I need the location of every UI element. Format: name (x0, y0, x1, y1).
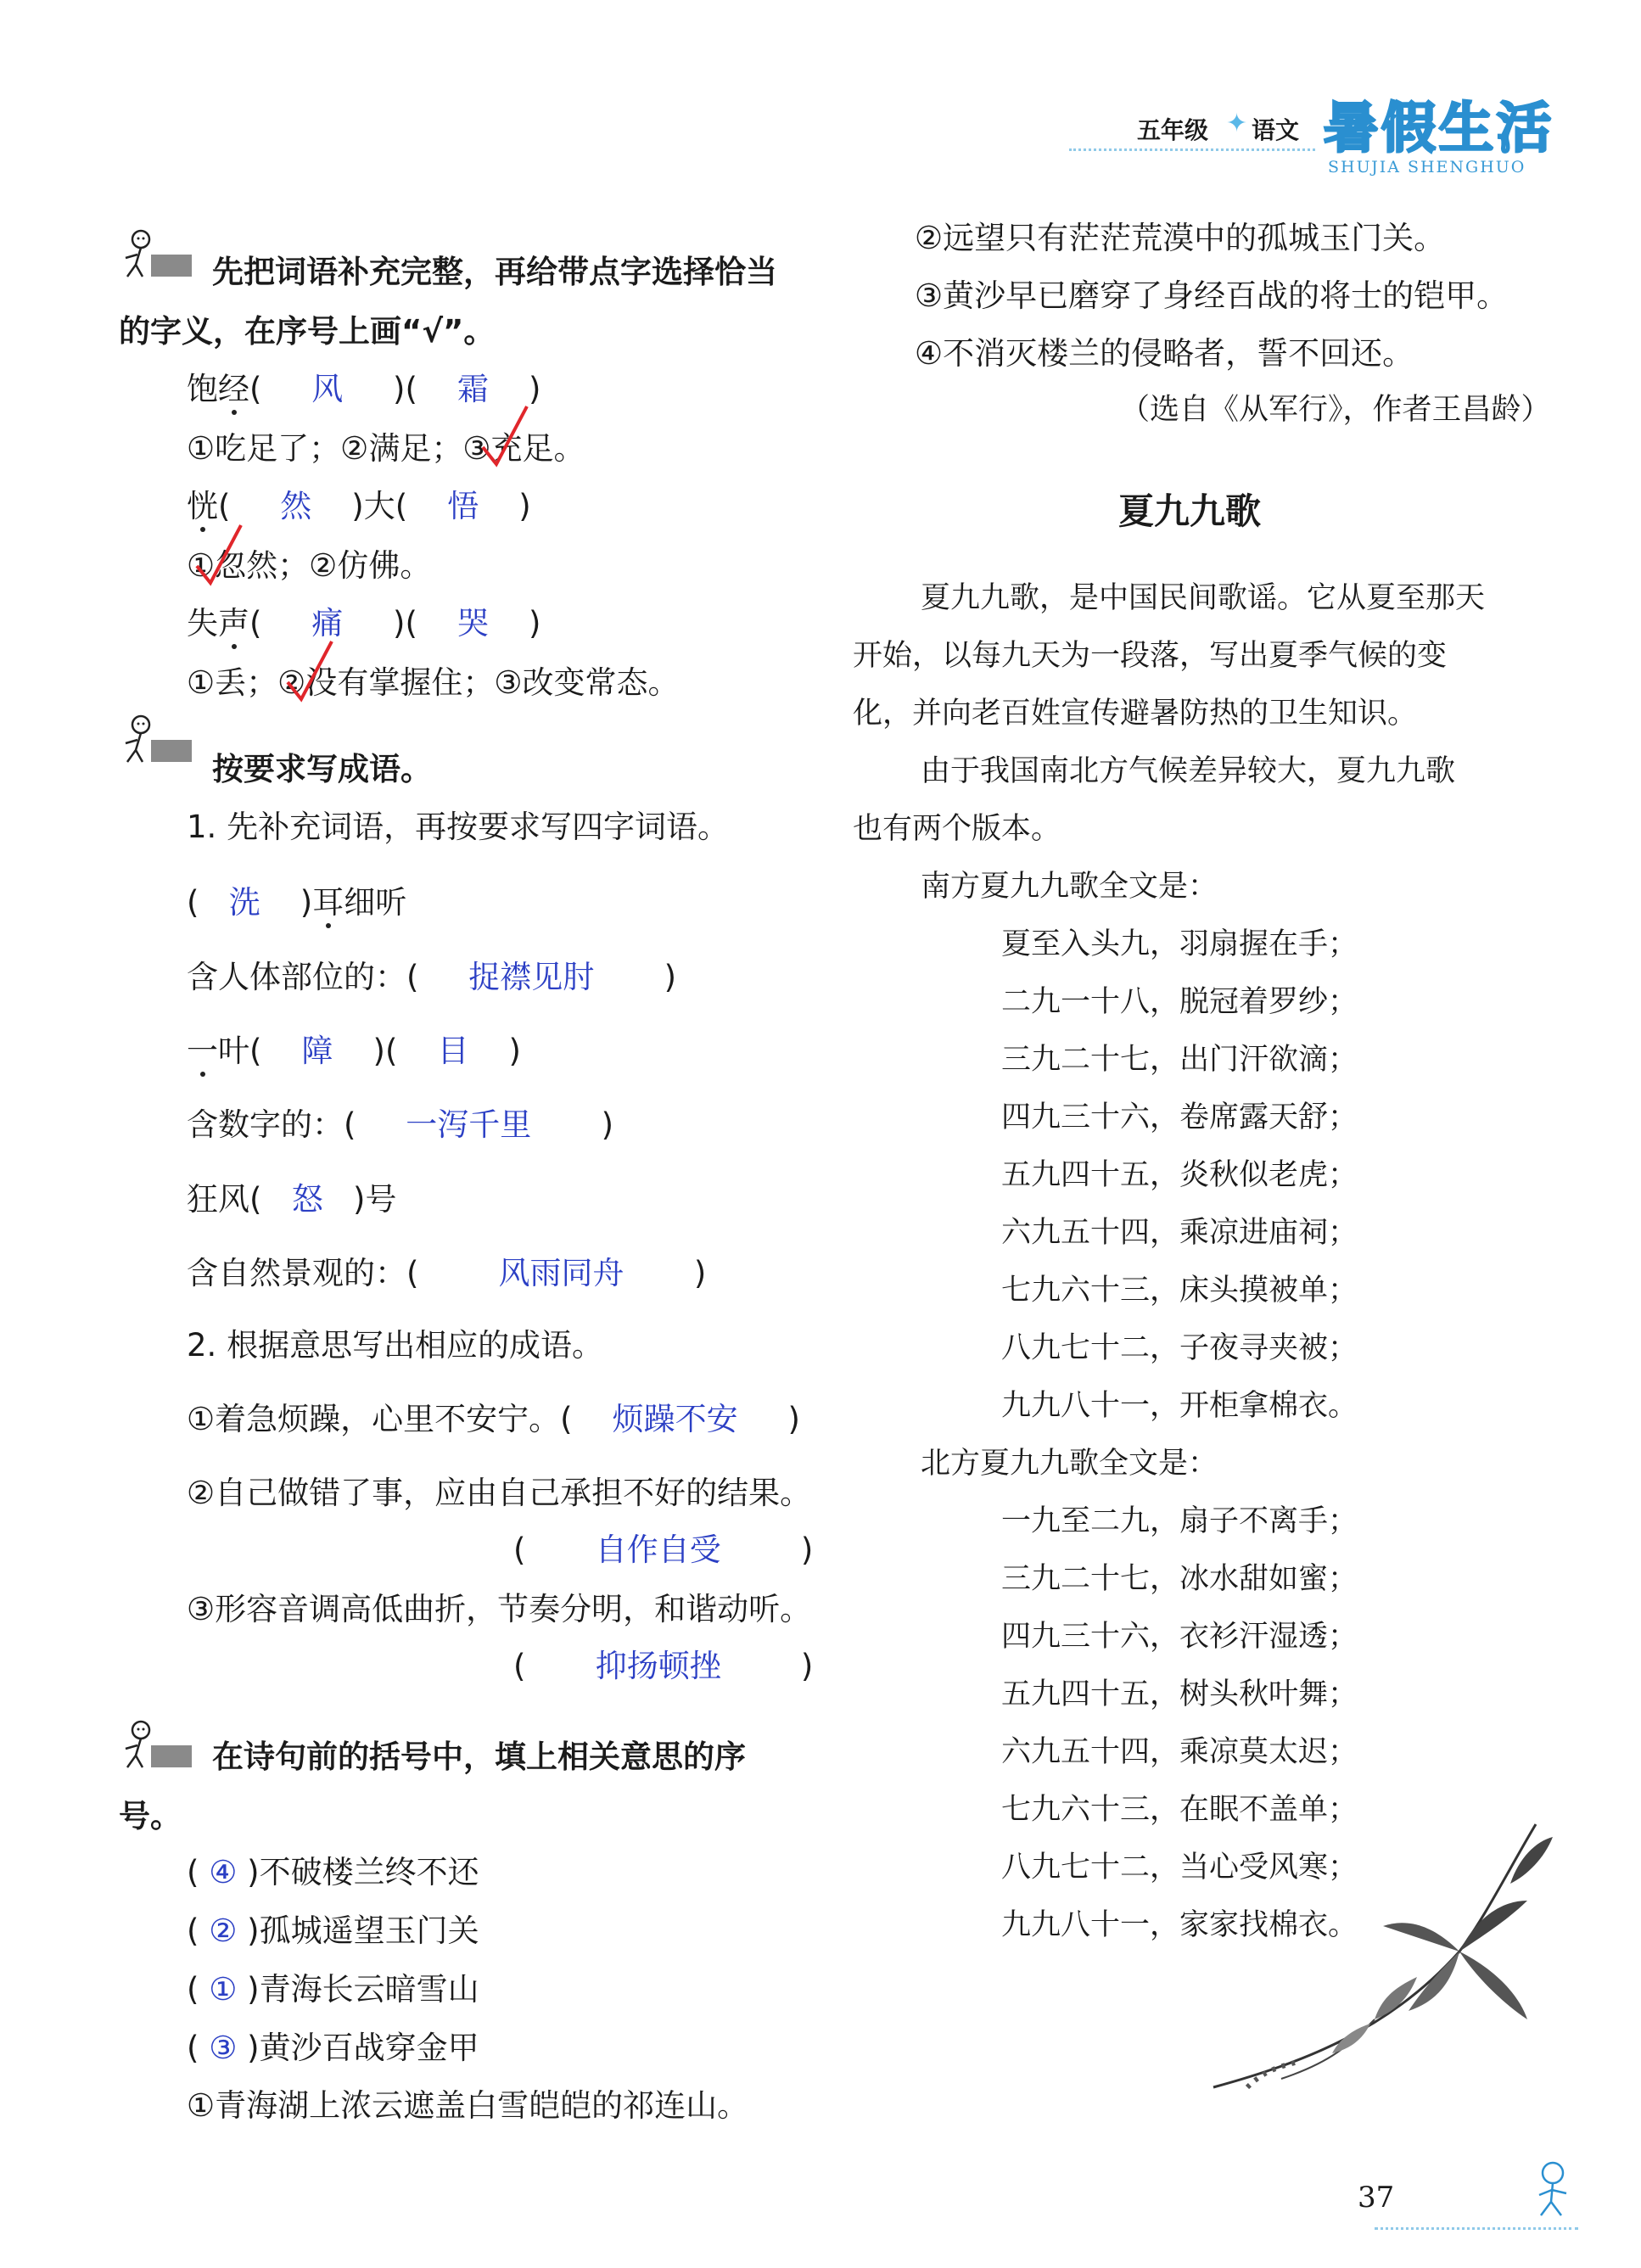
idiom-req-2: 含数字的：( 一泻千里 ) (187, 1106, 614, 1143)
meaning-answer-2: ( 自作自受 ) (513, 1532, 814, 1568)
requirement-label: 含自然景观的：( (187, 1255, 419, 1291)
dotted-char: 经 (218, 371, 249, 407)
poem-line-3: ( ① )青海长云暗雪山 (187, 1971, 479, 2008)
answer-blank[interactable]: 怒 (291, 1181, 323, 1218)
south-verse: 三九二十七，出门汗欲滴； (1001, 1043, 1358, 1077)
dotted-char: 耳 (312, 884, 344, 921)
section2-question2: 2. 根据意思写出相应的成语。 (187, 1327, 604, 1364)
word-text: 细听 (344, 884, 407, 921)
north-verse: 五九四十五，树头秋叶舞； (1001, 1677, 1358, 1711)
word-text: 狂风( (187, 1181, 262, 1218)
check-mark-icon (193, 522, 244, 590)
logo-pinyin: SHUJIA SHENGHUO (1328, 158, 1526, 176)
north-verse: 一九至二九，扇子不离手； (1001, 1504, 1358, 1538)
word-char: 失 (187, 605, 218, 641)
answer-blank[interactable]: 霜 (456, 371, 489, 407)
paragraph-line: 开始，以每九天为一段落，写出夏季气候的变 (853, 639, 1448, 673)
answer-blank[interactable]: 哭 (456, 605, 489, 641)
south-label: 南方夏九九歌全文是： (921, 870, 1218, 904)
south-verse: 九九八十一，开柜拿棉衣。 (1001, 1389, 1358, 1423)
word-item-3: 失声( 痛 )( 哭 ) (187, 605, 541, 641)
pencil-boy-icon (119, 227, 195, 280)
meaning-line-2: ②远望只有茫茫荒漠中的孤城玉门关。 (915, 220, 1446, 256)
answer-blank[interactable]: 目 (437, 1033, 469, 1069)
poem-text: )黄沙百战穿金甲 (247, 2030, 479, 2066)
choice-list-1: ①吃足了；②满足；③充足。 (187, 430, 585, 467)
section1-instruction-line2: 的字义，在序号上画“√”。 (119, 313, 496, 350)
poem-source: （选自《从军行》，作者王昌龄） (1120, 393, 1551, 427)
lily-flower-icon (1179, 1807, 1570, 2130)
answer-blank[interactable]: ② (209, 1912, 238, 1949)
meaning-line-4: ④不消灭楼兰的侵略者，誓不回还。 (915, 335, 1414, 372)
paragraph-line: 也有两个版本。 (853, 812, 1061, 846)
dotted-char: 一 (187, 1033, 218, 1069)
meaning-answer-3: ( 抑扬顿挫 ) (513, 1648, 814, 1684)
word-text: 叶( (218, 1033, 262, 1069)
choice-list-3: ①丢；②没有掌握住；③改变常态。 (187, 664, 680, 701)
article-title: 夏九九歌 (1118, 490, 1262, 532)
requirement-label: 含数字的：( (187, 1106, 356, 1143)
subject-label: 语文 (1252, 116, 1300, 144)
answer-blank[interactable]: 洗 (228, 884, 260, 921)
poem-text: )青海长云暗雪山 (247, 1971, 479, 2008)
choice-list-2: ①忽然；②仿佛。 (187, 547, 432, 584)
logo-title: 暑假生活 (1324, 98, 1554, 160)
meaning-item-2: ②自己做错了事，应由自己承担不好的结果。 (187, 1475, 812, 1511)
word-char: 饱 (187, 371, 218, 407)
meaning-line-3: ③黄沙早已磨穿了身经百战的将士的铠甲。 (915, 277, 1509, 314)
poem-line-2: ( ② )孤城遥望玉门关 (187, 1912, 479, 1949)
answer-blank[interactable]: ③ (209, 2030, 238, 2066)
north-verse: 八九七十二，当心受风寒； (1001, 1851, 1358, 1884)
check-mark-icon (479, 403, 530, 471)
section3-instruction-line2: 号。 (119, 1798, 182, 1834)
poem-text: )孤城遥望玉门关 (247, 1912, 479, 1949)
answer-blank[interactable]: 一泻千里 (406, 1106, 532, 1143)
answer-blank[interactable]: 痛 (311, 605, 344, 641)
idiom-req-3: 含自然景观的：( 风雨同舟 ) (187, 1255, 707, 1291)
answer-blank[interactable]: 抑扬顿挫 (595, 1648, 721, 1684)
north-verse: 九九八十一，家家找棉衣。 (1001, 1908, 1358, 1942)
answer-blank[interactable]: 障 (301, 1033, 333, 1069)
answer-blank[interactable]: 风雨同舟 (498, 1255, 624, 1291)
meaning-line-1: ①青海湖上浓云遮盖白雪皑皑的祁连山。 (187, 2087, 749, 2124)
section3-instruction-line1: 在诗句前的括号中，填上相关意思的序 (212, 1739, 746, 1775)
south-verse: 四九三十六，卷席露天舒； (1001, 1100, 1358, 1134)
paragraph-line: 由于我国南北方气候差异较大，夏九九歌 (921, 754, 1456, 788)
boy-mascot-icon (1527, 2159, 1578, 2219)
idiom-fill-3 (187, 1181, 397, 1218)
word-char: 大 (363, 488, 395, 524)
idiom-req-1: 含人体部位的：( 捉襟见肘 ) (187, 959, 677, 995)
south-verse: 夏至入头九，羽扇握在手； (1001, 927, 1358, 961)
answer-blank[interactable]: 自作自受 (595, 1532, 721, 1568)
north-verse: 三九二十七，冰水甜如蜜； (1001, 1562, 1358, 1596)
north-verse: 四九三十六，衣衫汗湿透； (1001, 1620, 1358, 1654)
poem-line-4: ( ③ )黄沙百战穿金甲 (187, 2030, 479, 2066)
answer-blank[interactable]: 悟 (447, 488, 479, 524)
section2-title: 按要求写成语。 (212, 751, 432, 787)
answer-blank[interactable]: 捉襟见肘 (468, 959, 595, 995)
answer-blank[interactable]: 然 (280, 488, 312, 524)
answer-blank[interactable]: ④ (209, 1854, 238, 1890)
grade-label: 五年级 (1137, 116, 1209, 144)
meaning-item-3: ③形容音调高低曲折，节奏分明，和谐动听。 (187, 1591, 812, 1627)
word-item-1: 饱经( 风 )( 霜 ) (187, 371, 541, 407)
south-verse: 六九五十四，乘凉进庙祠； (1001, 1216, 1358, 1250)
pencil-boy-icon (119, 713, 195, 765)
dotted-char: 声 (218, 605, 249, 641)
meaning-text: ①着急烦躁，心里不安宁。( (187, 1401, 573, 1437)
answer-blank[interactable]: ① (209, 1971, 238, 2008)
idiom-fill-2: 一叶( 障 )( 目 ) (187, 1033, 521, 1069)
word-item-2: 恍( 然 )大( 悟 ) (187, 488, 531, 524)
word-text: )号 (353, 1181, 397, 1218)
north-verse: 六九五十四，乘凉莫太迟； (1001, 1735, 1358, 1769)
answer-blank[interactable]: 烦躁不安 (612, 1401, 738, 1437)
dotted-char: 恍 (187, 488, 218, 524)
answer-blank[interactable]: 风 (311, 371, 344, 407)
check-mark-icon (284, 638, 335, 706)
paragraph-line: 夏九九歌，是中国民间歌谣。它从夏至那天 (921, 581, 1486, 615)
south-verse: 八九七十二，子夜寻夹被； (1001, 1331, 1358, 1365)
star-icon: ✦ (1226, 109, 1248, 138)
page-number: 37 (1358, 2181, 1395, 2215)
section1-instruction-line1: 先把词语补充完整，再给带点字选择恰当 (212, 254, 777, 290)
south-verse: 二九一十八，脱冠着罗纱； (1001, 985, 1358, 1019)
idiom-fill-1: ( 洗 )耳细听 (187, 884, 407, 921)
north-label: 北方夏九九歌全文是： (921, 1447, 1218, 1481)
south-verse: 七九六十三，床头摸被单； (1001, 1274, 1358, 1308)
header-divider (1069, 148, 1315, 151)
poem-line-1: ( ④ )不破楼兰终不还 (187, 1854, 479, 1890)
south-verse: 五九四十五，炎秋似老虎； (1001, 1158, 1358, 1192)
meaning-item-1: ①着急烦躁，心里不安宁。( 烦躁不安 ) (187, 1401, 800, 1437)
section2-question1: 1. 先补充词语，再按要求写四字词语。 (187, 809, 730, 845)
pencil-boy-icon (119, 1718, 195, 1771)
north-verse: 七九六十三，在眠不盖单； (1001, 1793, 1358, 1827)
footer-divider (1375, 2227, 1578, 2230)
poem-text: )不破楼兰终不还 (247, 1854, 479, 1890)
paragraph-line: 化，并向老百姓宣传避暑防热的卫生知识。 (853, 697, 1418, 731)
requirement-label: 含人体部位的：( (187, 959, 419, 995)
